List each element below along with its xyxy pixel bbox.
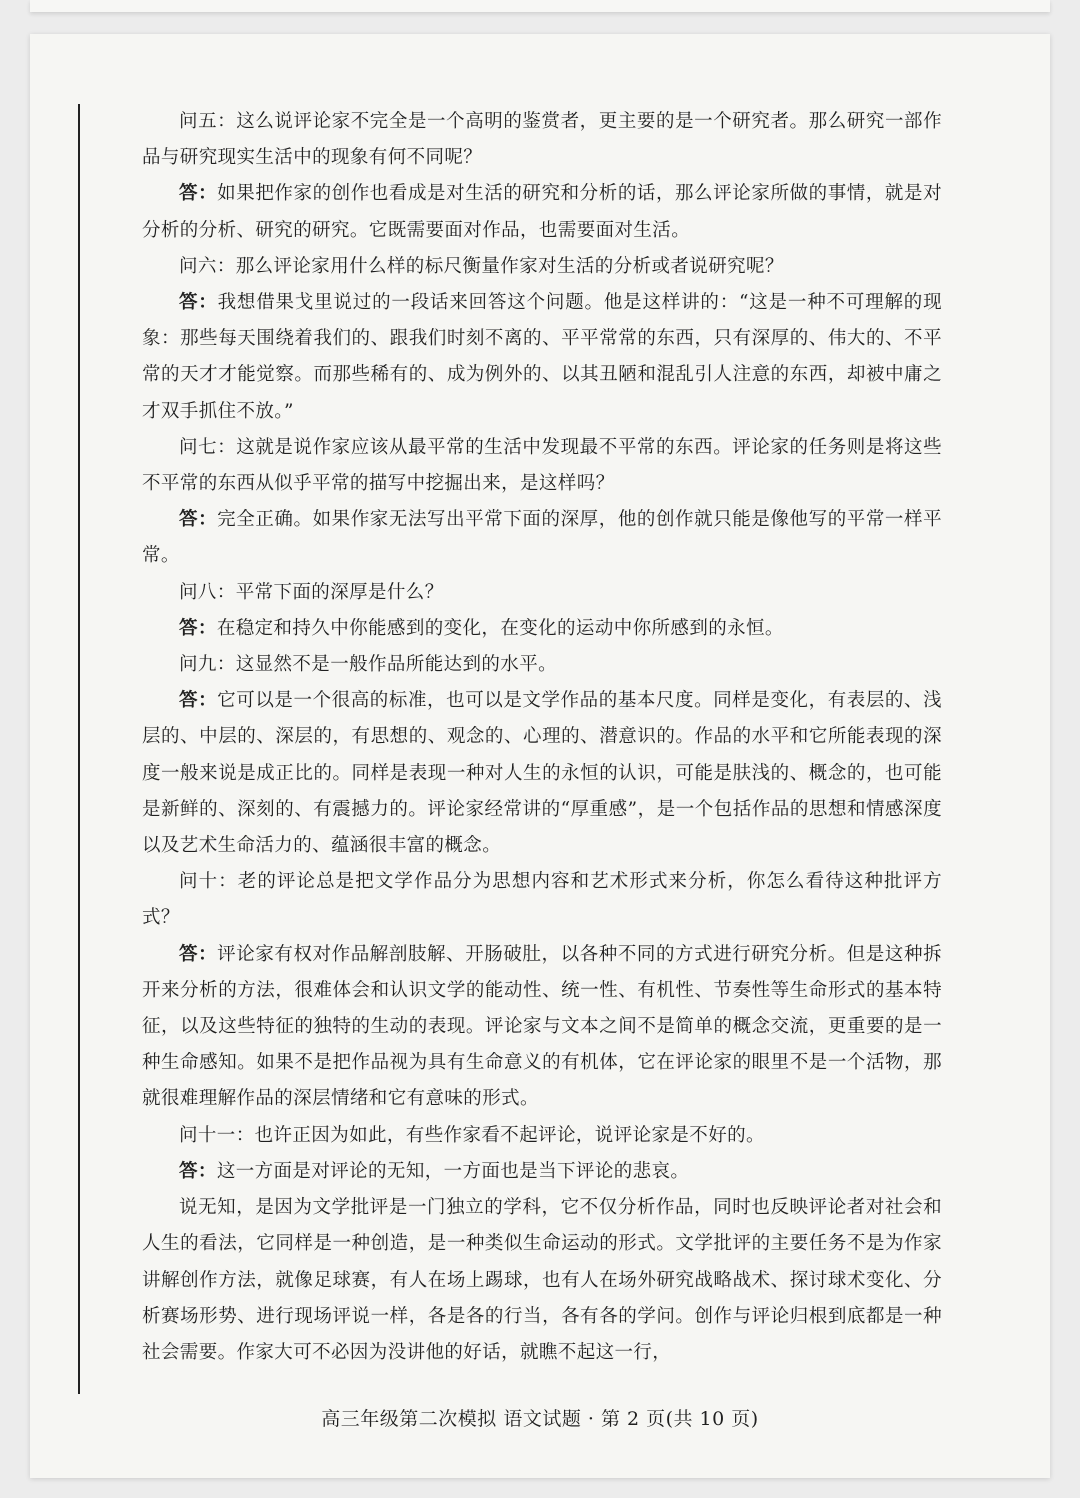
paragraph-a5 <box>142 176 942 248</box>
paragraph-text: 这么说评论家不完全是一个高明的鉴赏者，更主要的是一个研究者。那么研究一部作品与研究现实生活中的现象有何不同呢？ <box>142 111 943 169</box>
paragraph-text: 完全正确。如果作家无法写出平常下面的深厚，他的创作就只能是像他写的平常一样平常。 <box>142 509 942 567</box>
paragraph-text: 评论家有权对作品解剖肢解、开肠破肚，以各种不同的方式进行研究分析。但是这种拆开来分析的方法，很难体会和认识文学的能动性、统一性、有机性、节奏性等生命形式的基本特征，以及这些特征的独特的生动的表现。评论家与文本之间不是简单的概念交流，更重要的是一种生命感知。如果不是把作品视为具有生命意义的有机体，它在评论家的眼里不是一个活物，那就很难理解作品的深层情绪和它有意味的形式。 <box>142 943 942 1110</box>
speaker-label: 问九： <box>179 654 236 676</box>
paragraph-text: 老的评论总是把文学作品分为思想内容和艺术形式来分析，你怎么看待这种批评方式？ <box>142 871 942 929</box>
interview-text <box>142 104 942 1371</box>
speaker-label: 答： <box>179 509 218 531</box>
speaker-label: 问十一： <box>179 1124 255 1146</box>
paragraph-a9 <box>142 683 942 864</box>
paragraph-q10 <box>142 864 942 936</box>
speaker-label: 答： <box>179 690 218 712</box>
speaker-label: 问七： <box>179 436 237 458</box>
paragraph-a10 <box>142 937 942 1118</box>
paragraph-q11 <box>142 1118 942 1154</box>
speaker-label: 答： <box>179 183 218 205</box>
paragraph-a11-continued <box>142 1190 942 1371</box>
paragraph-text: 在稳定和持久中你能感到的变化，在变化的运动中你所感到的永恒。 <box>216 617 784 639</box>
paragraph-a8 <box>142 611 942 647</box>
paragraph-text: 也许正因为如此，有些作家看不起评论，说评论家是不好的。 <box>254 1124 765 1146</box>
previous-page-edge <box>30 0 1050 12</box>
paragraph-text: 我想借果戈里说过的一段话来回答这个问题。他是这样讲的：“这是一种不可理解的现象：那些每天围绕着我们的、跟我们时刻不离的、平平常常的东西，只有深厚的、伟大的、不平常的天才才能觉察。而那些稀有的、成为例外的、以其丑陋和混乱引人注意的东西，却被中庸之才双手抓住不放。” <box>142 292 942 422</box>
paragraph-text: 平常下面的深厚是什么？ <box>235 581 444 603</box>
paragraph-text: 它可以是一个很高的标准，也可以是文学作品的基本尺度。同样是变化，有表层的、浅层的、中层的、深层的，有思想的、观念的、心理的、潜意识的。作品的水平和它所能表现的深度一般来说是成正比的。同样是表现一种对人生的永恒的认识，可能是肤浅的、概念的，也可能是新鲜的、深刻的、有震撼力的。评论家经常讲的“厚重感”，是一个包括作品的思想和情感深度以及艺术生命活力的、蕴涵很丰富的概念。 <box>142 690 942 857</box>
speaker-label: 问十： <box>179 871 238 893</box>
paragraph-q9 <box>142 647 942 683</box>
speaker-label: 答： <box>179 1160 217 1182</box>
paragraph-text: 说无知，是因为文学批评是一门独立的学科，它不仅分析作品，同时也反映评论者对社会和人生的看法，它同样是一种创造，是一种类似生命运动的形式。文学批评的主要任务不是为作家讲解创作方法，就像足球赛，有人在场上踢球，也有人在场外研究战略战术、探讨球术变化、分析赛场形势、进行现场评说一样，各是各的行当，各有各的学问。创作与评论归根到底都是一种社会需要。作家大可不必因为没讲他的好话，就瞧不起这一行， <box>142 1197 942 1363</box>
paragraph-q6 <box>142 249 942 285</box>
speaker-label: 问五： <box>179 111 237 132</box>
paragraph-text: 那么评论家用什么样的标尺衡量作家对生活的分析或者说研究呢？ <box>235 255 784 277</box>
paragraph-text: 这显然不是一般作品所能达到的水平。 <box>235 654 558 676</box>
page-footer: 高三年级第二次模拟 语文试题 · 第 2 页(共 10 页) <box>321 1408 759 1430</box>
paragraph-q8 <box>142 575 942 611</box>
speaker-label: 答： <box>179 292 218 314</box>
paragraph-q5 <box>142 104 942 176</box>
speaker-label: 问八： <box>179 581 236 603</box>
speaker-label: 问六： <box>179 255 236 277</box>
paragraph-a7 <box>142 502 942 574</box>
exam-page <box>30 34 1050 1478</box>
paragraph-a6 <box>142 285 942 430</box>
speaker-label: 答： <box>179 943 218 965</box>
speaker-label: 答： <box>179 617 217 639</box>
paragraph-text: 这一方面是对评论的无知，一方面也是当下评论的悲哀。 <box>216 1160 690 1182</box>
paragraph-a11 <box>142 1154 942 1190</box>
paragraph-text: 这就是说作家应该从最平常的生活中发现最不平常的东西。评论家的任务则是将这些不平常的东西从似乎平常的描写中挖掘出来，是这样吗？ <box>142 436 943 495</box>
paragraph-text: 如果把作家的创作也看成是对生活的研究和分析的话，那么评论家所做的事情，就是对分析的分析、研究的研究。它既需要面对作品，也需要面对生活。 <box>142 183 942 241</box>
paragraph-q7 <box>142 430 942 502</box>
binding-margin-line <box>78 104 80 1394</box>
